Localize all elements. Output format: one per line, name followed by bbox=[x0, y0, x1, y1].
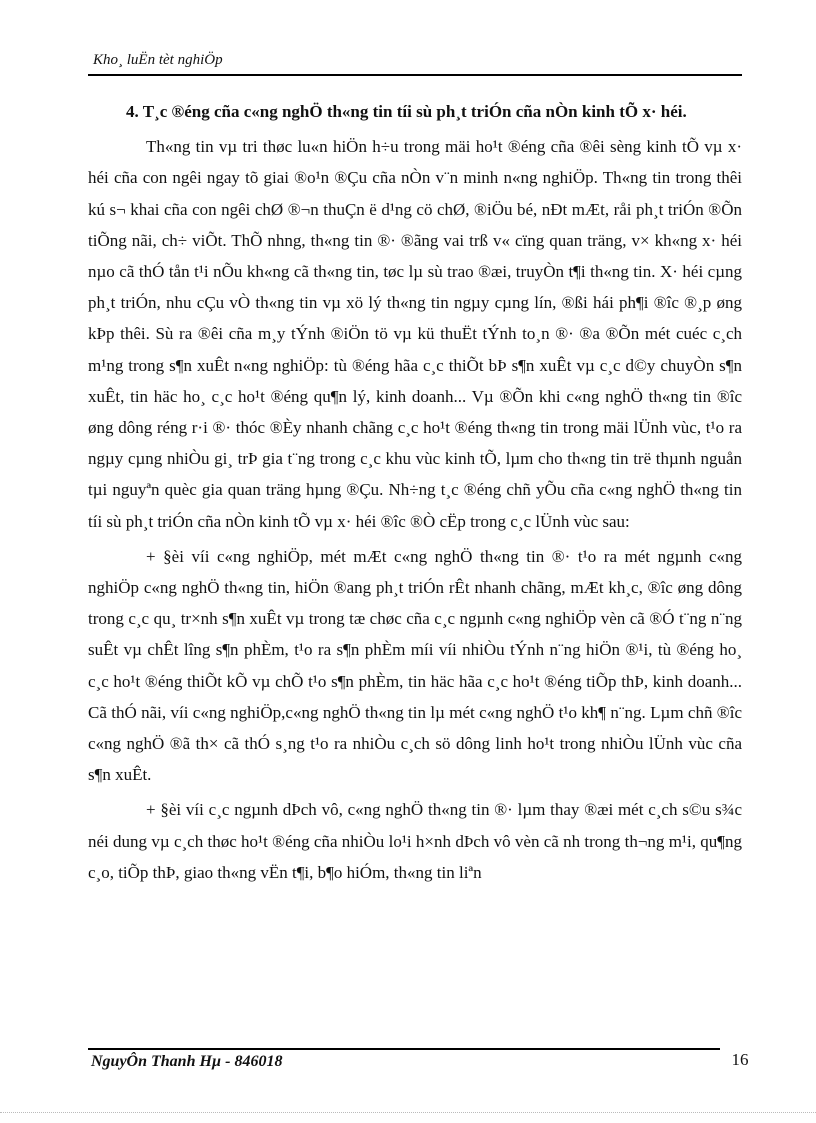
footer-rule bbox=[88, 1048, 720, 1050]
paragraph: Th«ng tin vµ tri thøc lu«n hiÖn h÷u trong mäi ho¹t ®éng cña ®êi sèng kinh tÕ vµ x· héi cña con ngêi ngay tõ giai ®o¹n ®Çu cña nÒn v¨n minh n«ng nghiÖp. Th«ng tin trong thêi kú s¬ khai cña con ngêi chØ ®¬n thuÇn ë d¹ng cö chØ, ®iÖu bé, nÐt mÆt, råi ph¸t triÓn ®Õn tiÕng nãi, ch÷ viÕt. ThÕ nhng, th«ng tin ®· ®ãng vai trß v« cïng quan träng, v× kh«ng x· héi nµo cã thÓ tån t¹i nÕu kh«ng cã th«ng tin, tøc lµ sù trao ®æi, truyÒn t¶i th«ng tin. X· héi cµng ph¸t triÓn, nhu cÇu vÒ th«ng tin vµ xö lý th«ng tin ngµy cµng lín, ®ßi hái ph¶i ®îc ®¸p øng kÞp thêi. Sù ra ®êi cña m¸y tÝnh ®iÖn tö vµ kü thuËt tÝnh to¸n ®· ®a ®Õn mét cuéc c¸ch m¹ng trong s¶n xuÊt n«ng nghiÖp: tù ®éng hãa c¸c thiÕt bÞ s¶n xuÊt vµ c¸c d©y chuyÒn s¶n xuÊt, tin häc ho¸ c¸c ho¹t ®éng qu¶n lý, kinh doanh... Vµ ®Õn khi c«ng nghÖ th«ng tin ®îc øng dông réng r·i ®· thóc ®Èy nhanh chãng c¸c ho¹t ®éng th«ng tin trong mäi lÜnh vùc, t¹o ra ngµy cµng nhiÒu gi¸ trÞ gia t¨ng trong c¸c khu vùc kinh tÕ, lµm cho th«ng tin trë thµnh nguån tµi nguyªn quèc gia quan träng hµng ®Çu. Nh÷ng t¸c ®éng chñ yÕu cña c«ng nghÖ th«ng tin tíi sù ph¸t triÓn cña nÒn kinh tÕ vµ x· héi ®îc ®Ò cËp trong c¸c lÜnh vùc sau: bbox=[88, 137, 742, 531]
paragraph: + §èi víi c«ng nghiÖp, mét mÆt c«ng nghÖ th«ng tin ®· t¹o ra mét ngµnh c«ng nghiÖp c«ng nghÖ th«ng tin, hiÖn ®ang ph¸t triÓn rÊt nhanh chãng, mÆt kh¸c, ®îc øng dông trong c¸c qu¸ tr×nh s¶n xuÊt vµ trong tæ chøc cña c¸c ngµnh c«ng nghiÖp vèn cã ®Ó t¨ng n¨ng suÊt vµ chÊt lîng s¶n phÈm, t¹o ra s¶n phÈm míi víi nhiÒu tÝnh n¨ng hiÖn ®¹i, tù ®éng ho¸ c¸c ho¹t ®éng thiÕt kÕ vµ chÕ t¹o s¶n phÈm, tin häc hãa c¸c ho¹t ®éng tiÕp thÞ, kinh doanh... Cã thÓ nãi, víi c«ng nghiÖp,c«ng nghÖ th«ng tin lµ mét c«ng nghÖ t¹o kh¶ n¨ng. Lµm chñ ®îc c«ng nghÖ ®ã th× cã thÓ s¸ng t¹o ra nhiÒu c¸ch sö dông linh ho¹t trong nhiÒu lÜnh vùc cña s¶n xuÊt. bbox=[88, 546, 742, 785]
page-number: 16 bbox=[731, 1050, 749, 1069]
paragraph: + §èi víi c¸c ngµnh dÞch vô, c«ng nghÖ th«ng tin ®· lµm thay ®æi mét c¸ch s©u s¾c néi dung vµ c¸ch thøc ho¹t ®éng cña nhiÒu lo¹i h×nh dÞch vô vèn cã nh trong th¬ng m¹i, qu¶ng c¸o, tiÕp thÞ, giao th«ng vËn t¶i, b¶o hiÓm, th«ng tin liªn bbox=[88, 800, 742, 882]
document-body bbox=[88, 96, 742, 888]
page-edge-divider bbox=[0, 1112, 816, 1113]
section-heading: 4. T¸c ®éng cña c«ng nghÖ th«ng tin tíi sù ph¸t triÓn cña nÒn kinh tÕ x· héi. bbox=[126, 102, 687, 121]
footer-author: NguyÔn Thanh Hµ - 846018 bbox=[91, 1053, 283, 1070]
header-title: Kho¸ luËn tèt nghiÖp bbox=[93, 52, 223, 68]
header-rule bbox=[88, 74, 742, 76]
